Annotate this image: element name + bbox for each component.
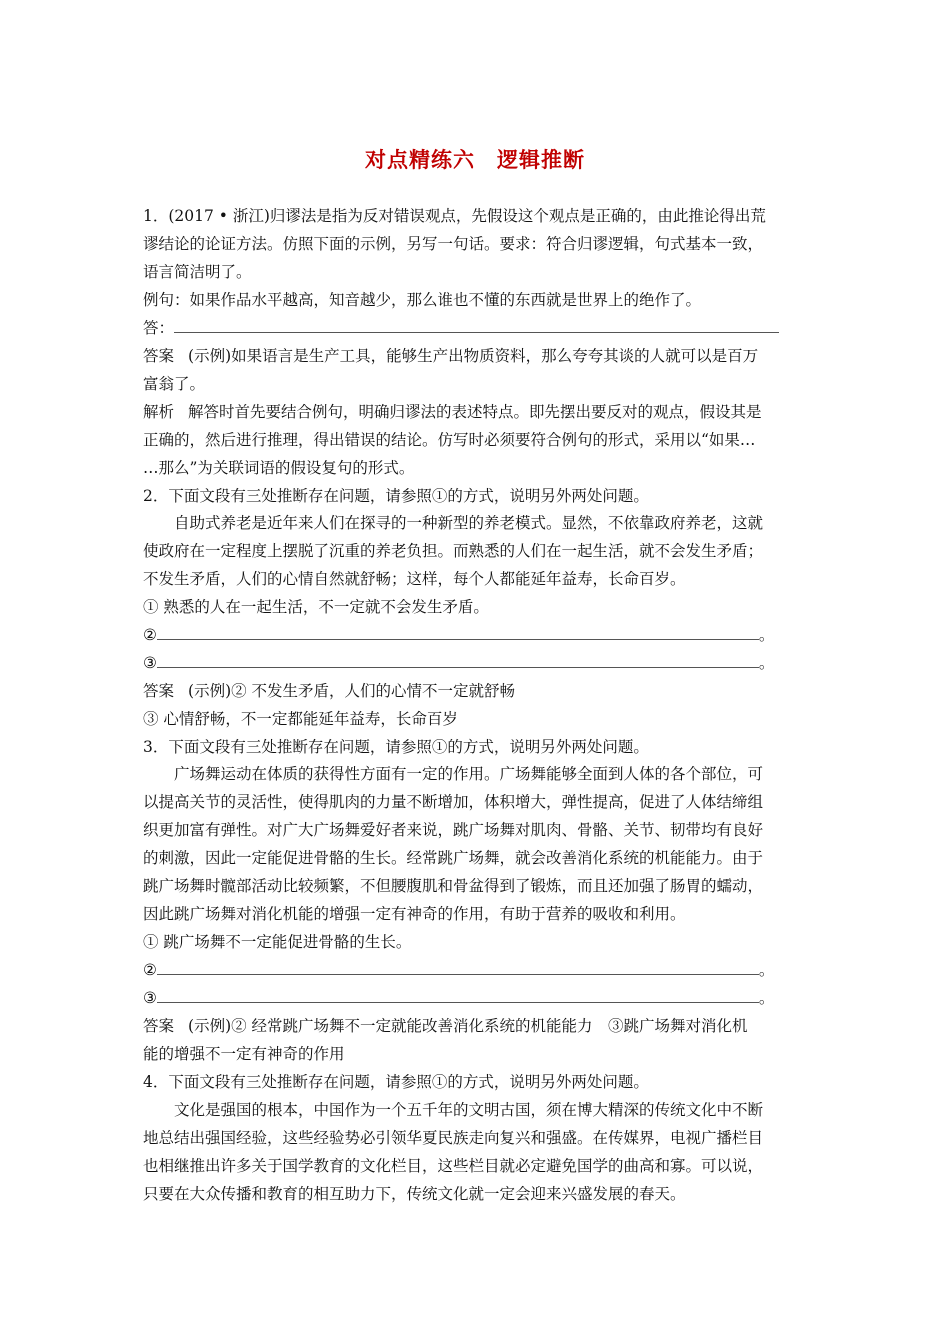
q1-example: 例句：如果作品水平越高，知音越少，那么谁也不懂的东西就是世界上的绝作了。 (143, 291, 702, 309)
period: 。 (758, 989, 775, 1007)
q2-passage-line2: 使政府在一定程度上摆脱了沉重的养老负担。而熟悉的人们在一起生活，就不会发生矛盾； (143, 542, 764, 560)
q2-passage-line1: 自助式养老是近年来人们在探寻的一种新型的养老模式。显然，不依靠政府养老，这就 (174, 514, 764, 532)
q4-passage-line2: 地总结出强国经验，这些经验势必引领华夏民族走向复兴和强盛。在传媒界，电视广播栏目 (143, 1129, 764, 1147)
item-mark-2: ② (143, 626, 157, 644)
q1-answer-line1 (143, 346, 758, 368)
answer-label: 答： (143, 319, 175, 337)
q4-prompt: 4．下面文段有三处推断存在问题，请参照①的方式，说明另外两处问题。 (143, 1073, 649, 1091)
item-mark-3: ③ (143, 989, 157, 1007)
q2-item3-row (143, 653, 774, 675)
q1-answer-blank[interactable] (174, 318, 779, 333)
answer-tag: 答案 (143, 682, 175, 700)
item-mark-2: ② (143, 961, 157, 979)
q4-passage-line1: 文化是强国的根本，中国作为一个五千年的文明古国，须在博大精深的传统文化中不断 (174, 1101, 764, 1119)
q1-analysis-text: 解答时首先要结合例句，明确归谬法的表述特点。即先摆出要反对的观点，假设其是 (188, 403, 762, 421)
q4-passage-line3: 也相继推出许多关于国学教育的文化栏目，这些栏目就必定避免国学的曲高和寡。可以说， (143, 1157, 764, 1175)
title-part1: 对点精练六 (365, 148, 475, 172)
q1-line1: 1．(2017 • 浙江)归谬法是指为反对错误观点，先假设这个观点是正确的，由此推论得出荒 (143, 207, 766, 225)
period: 。 (758, 654, 775, 672)
item-mark-3: ③ (143, 654, 157, 672)
q1-line2: 谬结论的论证方法。仿照下面的示例，另写一句话。要求：符合归谬逻辑，句式基本一致， (143, 235, 764, 253)
analysis-tag: 解析 (143, 403, 175, 421)
q1-analysis-line3: …那么”为关联词语的假设复句的形式。 (143, 459, 415, 477)
page-title (0, 144, 950, 174)
q4-passage-line4: 只要在大众传播和教育的相互助力下，传统文化就一定会迎来兴盛发展的春天。 (143, 1185, 686, 1203)
q2-answer-line2: ③ 心情舒畅，不一定都能延年益寿，长命百岁 (143, 710, 458, 728)
q3-item2-blank[interactable] (157, 960, 759, 975)
answer-tag: 答案 (143, 347, 175, 365)
q2-answer-text: (示例)② 不发生矛盾，人们的心情不一定就舒畅 (188, 682, 516, 700)
q3-item1: ① 跳广场舞不一定能促进骨骼的生长。 (143, 933, 412, 951)
q1-answer-text: (示例)如果语言是生产工具，能够生产出物质资料，那么夸夸其谈的人就可以是百万 (188, 347, 759, 365)
q3-item3-row (143, 988, 774, 1010)
q1-answer-line2: 富翁了。 (143, 375, 206, 393)
q3-prompt: 3．下面文段有三处推断存在问题，请参照①的方式，说明另外两处问题。 (143, 738, 649, 756)
title-part2: 逻辑推断 (497, 148, 585, 172)
q2-item1: ① 熟悉的人在一起生活，不一定就不会发生矛盾。 (143, 598, 489, 616)
q1-analysis-line1 (143, 402, 762, 424)
q3-passage-line3: 织更加富有弹性。对广大广场舞爱好者来说，跳广场舞对肌肉、骨骼、关节、韧带均有良好 (143, 821, 764, 839)
period: 。 (758, 626, 775, 644)
q3-item3-blank[interactable] (157, 988, 759, 1003)
q1-answer-row (143, 318, 779, 340)
q3-passage-line1: 广场舞运动在体质的获得性方面有一定的作用。广场舞能够全面到人体的各个部位，可 (174, 765, 764, 783)
period: 。 (758, 961, 775, 979)
q1-line3: 语言简洁明了。 (143, 263, 252, 281)
q3-item2-row (143, 960, 774, 982)
q2-item2-row (143, 625, 774, 647)
q2-answer-line1 (143, 681, 515, 703)
q3-answer-text: (示例)② 经常跳广场舞不一定就能改善消化系统的机能能力 ③跳广场舞对消化机 (188, 1017, 748, 1035)
q2-item3-blank[interactable] (157, 653, 759, 668)
q3-answer-line2: 能的增强不一定有神奇的作用 (143, 1045, 345, 1063)
q2-item2-blank[interactable] (157, 625, 759, 640)
answer-tag: 答案 (143, 1017, 175, 1035)
q3-passage-line4: 的刺激，因此一定能促进骨骼的生长。经常跳广场舞，就会改善消化系统的机能能力。由于 (143, 849, 764, 867)
q1-analysis-line2: 正确的，然后进行推理，得出错误的结论。仿写时必须要符合例句的形式，采用以“如果… (143, 431, 756, 449)
q3-passage-line2: 以提高关节的灵活性，使得肌肉的力量不断增加，体积增大，弹性提高，促进了人体结缔组 (143, 793, 764, 811)
q3-passage-line6: 因此跳广场舞对消化机能的增强一定有神奇的作用，有助于营养的吸收和利用。 (143, 905, 686, 923)
q2-prompt: 2．下面文段有三处推断存在问题，请参照①的方式，说明另外两处问题。 (143, 487, 649, 505)
q3-answer-line1 (143, 1016, 748, 1038)
q3-passage-line5: 跳广场舞时髋部活动比较频繁，不但腰腹肌和骨盆得到了锻炼，而且还加强了肠胃的蠕动， (143, 877, 764, 895)
q2-passage-line3: 不发生矛盾，人们的心情自然就舒畅；这样，每个人都能延年益寿，长命百岁。 (143, 570, 686, 588)
